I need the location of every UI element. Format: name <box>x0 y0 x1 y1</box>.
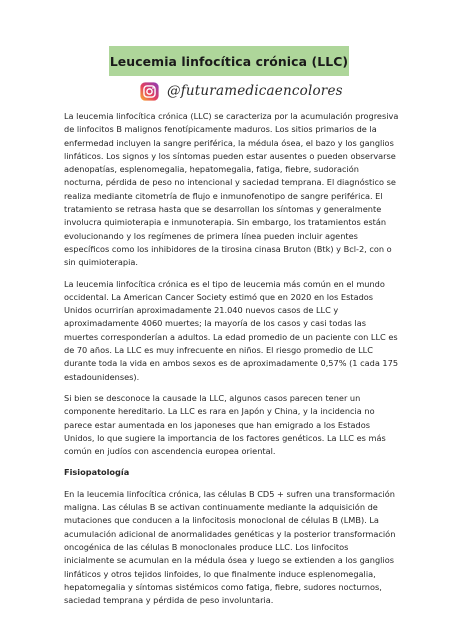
title-banner <box>109 46 349 76</box>
page-title: Leucemia linfocítica crónica (LLC) <box>109 53 349 69</box>
social-handle-row <box>140 80 343 102</box>
etiology-paragraph: Si bien se desconoce la causade la LLC, algunos casos parecen tener un componente hereditario. La LLC es rara en Japón y China, y la incidencia no parece estar aumentada en los japoneses que han emigrado a los Estados Unidos, lo que sugiere la importancia de los factores genéticos. La LLC es más común en judíos con ascendencia europea oriental. <box>64 392 386 457</box>
social-handle: @futuramedicaencolores <box>167 83 343 99</box>
section-heading: Fisiopatología <box>64 467 130 478</box>
instagram-icon <box>140 82 159 101</box>
epidemiology-paragraph: La leucemia linfocítica crónica es el tipo de leucemia más común en el mundo occidental. La American Cancer Society estimó que en 2020 en los Estados Unidos ocurrirían aproximadamente 21.040 nuevos casos de LLC y aproximadamente 4060 muertes; la mayoría de los casos y casi todas las muertes corresponderían a adultos. La edad promedio de un paciente con LLC es de 70 años. La LLC es muy infrecuente en niños. El riesgo promedio de LLC durante toda la vida en ambos sexos es de aproximadamente 0,57% (1 cada 175 estadounidenses). <box>64 278 399 382</box>
pathophysiology-paragraph: En la leucemia linfocítica crónica, las células B CD5 + sufren una transformación maligna. Las células B se activan continuamente mediante la adquisición de mutaciones que conducen a la linfocitosis monoclonal de células B (LMB). La acumulación adicional de anormalidades genéticas y la posterior transformación oncogénica de las células B monoclonales produce LLC. Los linfocitos inicialmente se acumulan en la médula ósea y luego se extienden a los ganglios linfáticos y otros tejidos linfoides, lo que finalmente induce esplenomegalia, hepatomegalia y síntomas sistémicos como fatiga, fiebre, sudores nocturnos, saciedad temprana y pérdida de peso involuntaria. <box>64 488 396 606</box>
document-body <box>64 110 399 615</box>
intro-paragraph: La leucemia linfocítica crónica (LLC) se caracteriza por la acumulación progresiva de linfocitos B malignos fenotípicamente maduros. Los sitios primarios de la enfermedad incluyen la sangre periférica, la médula ósea, el bazo y los ganglios linfáticos. Los signos y los síntomas pueden estar ausentes o pueden observarse adenopatías, esplenomegalia, hepatomegalia, fatiga, fiebre, sudoración nocturna, pérdida de peso no intencional y saciedad temprana. El diagnóstico se realiza mediante citometría de flujo e inmunofenotipo de sangre periférica. El tratamiento se retrasa hasta que se desarrollan los síntomas y generalmente involucra quimioterapia e inmunoterapia. Sin embargo, los tratamientos están evolucionando y los regímenes de primera línea pueden incluir agentes específicos como los inhibidores de la tirosina cinasa Bruton (Btk) y Bcl-2, con o sin quimioterapia. <box>64 111 399 268</box>
